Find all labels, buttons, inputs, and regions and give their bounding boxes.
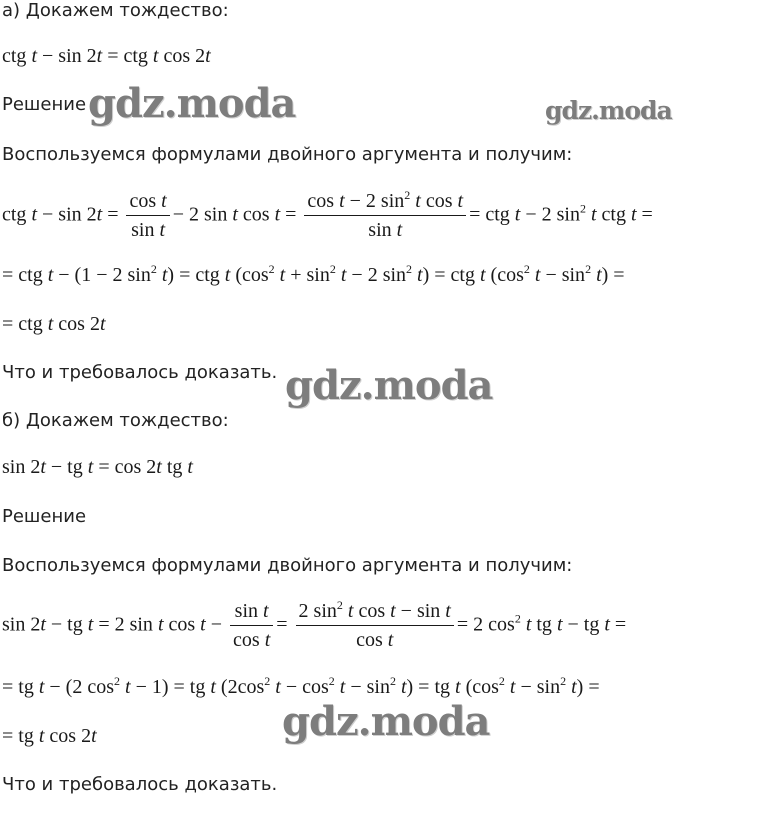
part-a-conclusion: Что и требовалось доказать. bbox=[2, 362, 278, 383]
watermark-logo: gdz.moda bbox=[285, 362, 493, 409]
watermark-logo: gdz.moda bbox=[545, 96, 672, 125]
part-b-identity: sin 2t − tg t = cos 2t tg t bbox=[2, 456, 193, 478]
watermark-logo: gdz.moda bbox=[282, 698, 490, 745]
part-b-solution-label: Решение bbox=[2, 506, 87, 527]
part-a-identity: ctg t − sin 2t = ctg t cos 2t bbox=[2, 45, 211, 67]
fraction: $\frac{\cos t - 2 \sin^2 t \cos t}{\text{sin t}}$ bbox=[304, 190, 466, 242]
part-b-heading: б) Докажем тождество: bbox=[2, 410, 229, 431]
part-a-heading: а) Докажем тождество: bbox=[2, 0, 229, 21]
part-a-equation-line-2: = ctg t − (1 − 2 $\sin^2 t$) = ctg t ($\cos^2$ $t + \sin^2 t - 2$ $\sin^2 t$) = ctg t ($\cos^2$ $t - \sin^2 t$) = bbox=[2, 262, 625, 286]
part-a-solution-label: Решение bbox=[2, 94, 87, 115]
fraction: $\frac{\text{sin t}}{\text{cos t}}$ bbox=[230, 600, 273, 652]
part-b-equation-line-3: = tg t cos 2t bbox=[2, 725, 97, 747]
part-b-conclusion: Что и требовалось доказать. bbox=[2, 774, 278, 795]
part-b-equation-line-2: = tg t − (2 $\cos^2 t - 1$) = tg t ($2\cos^2$ $t - \cos^2 t - \sin^2 t$) = tg t ($\cos^2$ $t - \sin^2 t$) = bbox=[2, 674, 600, 698]
part-b-equation-line-1: sin 2t − tg t = 2 sin t cos t − $\frac{\text{sin t}}{\text{cos t}}$ = $\frac{2 \sin^2 t \cos t - \sin t}{\text{cos t}}$ = 2 $\cos^2 t$ tg t − tg t = bbox=[2, 598, 627, 651]
part-b-formulas-intro: Воспользуемся формулами двойного аргумента и получим: bbox=[2, 555, 573, 576]
fraction: $\frac{2 \sin^2 t \cos t - \sin t}{\text{cos t}}$ bbox=[296, 600, 454, 652]
fraction: $\frac{\text{cos t}}{\text{sin t}}$ bbox=[126, 190, 169, 242]
watermark-logo: gdz.moda bbox=[88, 80, 296, 127]
part-a-equation-line-3: = ctg t cos 2t bbox=[2, 313, 106, 335]
part-a-equation-line-1: ctg t − sin 2t = $\frac{\text{cos t}}{\text{sin t}}$ − 2 sin t cos t = $\frac{\cos t - 2 \sin^2 t \cos t}{\text{sin t}}$ = ctg t − 2 $\sin^2 t$ ctg t = bbox=[2, 188, 653, 241]
part-a-formulas-intro: Воспользуемся формулами двойного аргумента и получим: bbox=[2, 144, 573, 165]
